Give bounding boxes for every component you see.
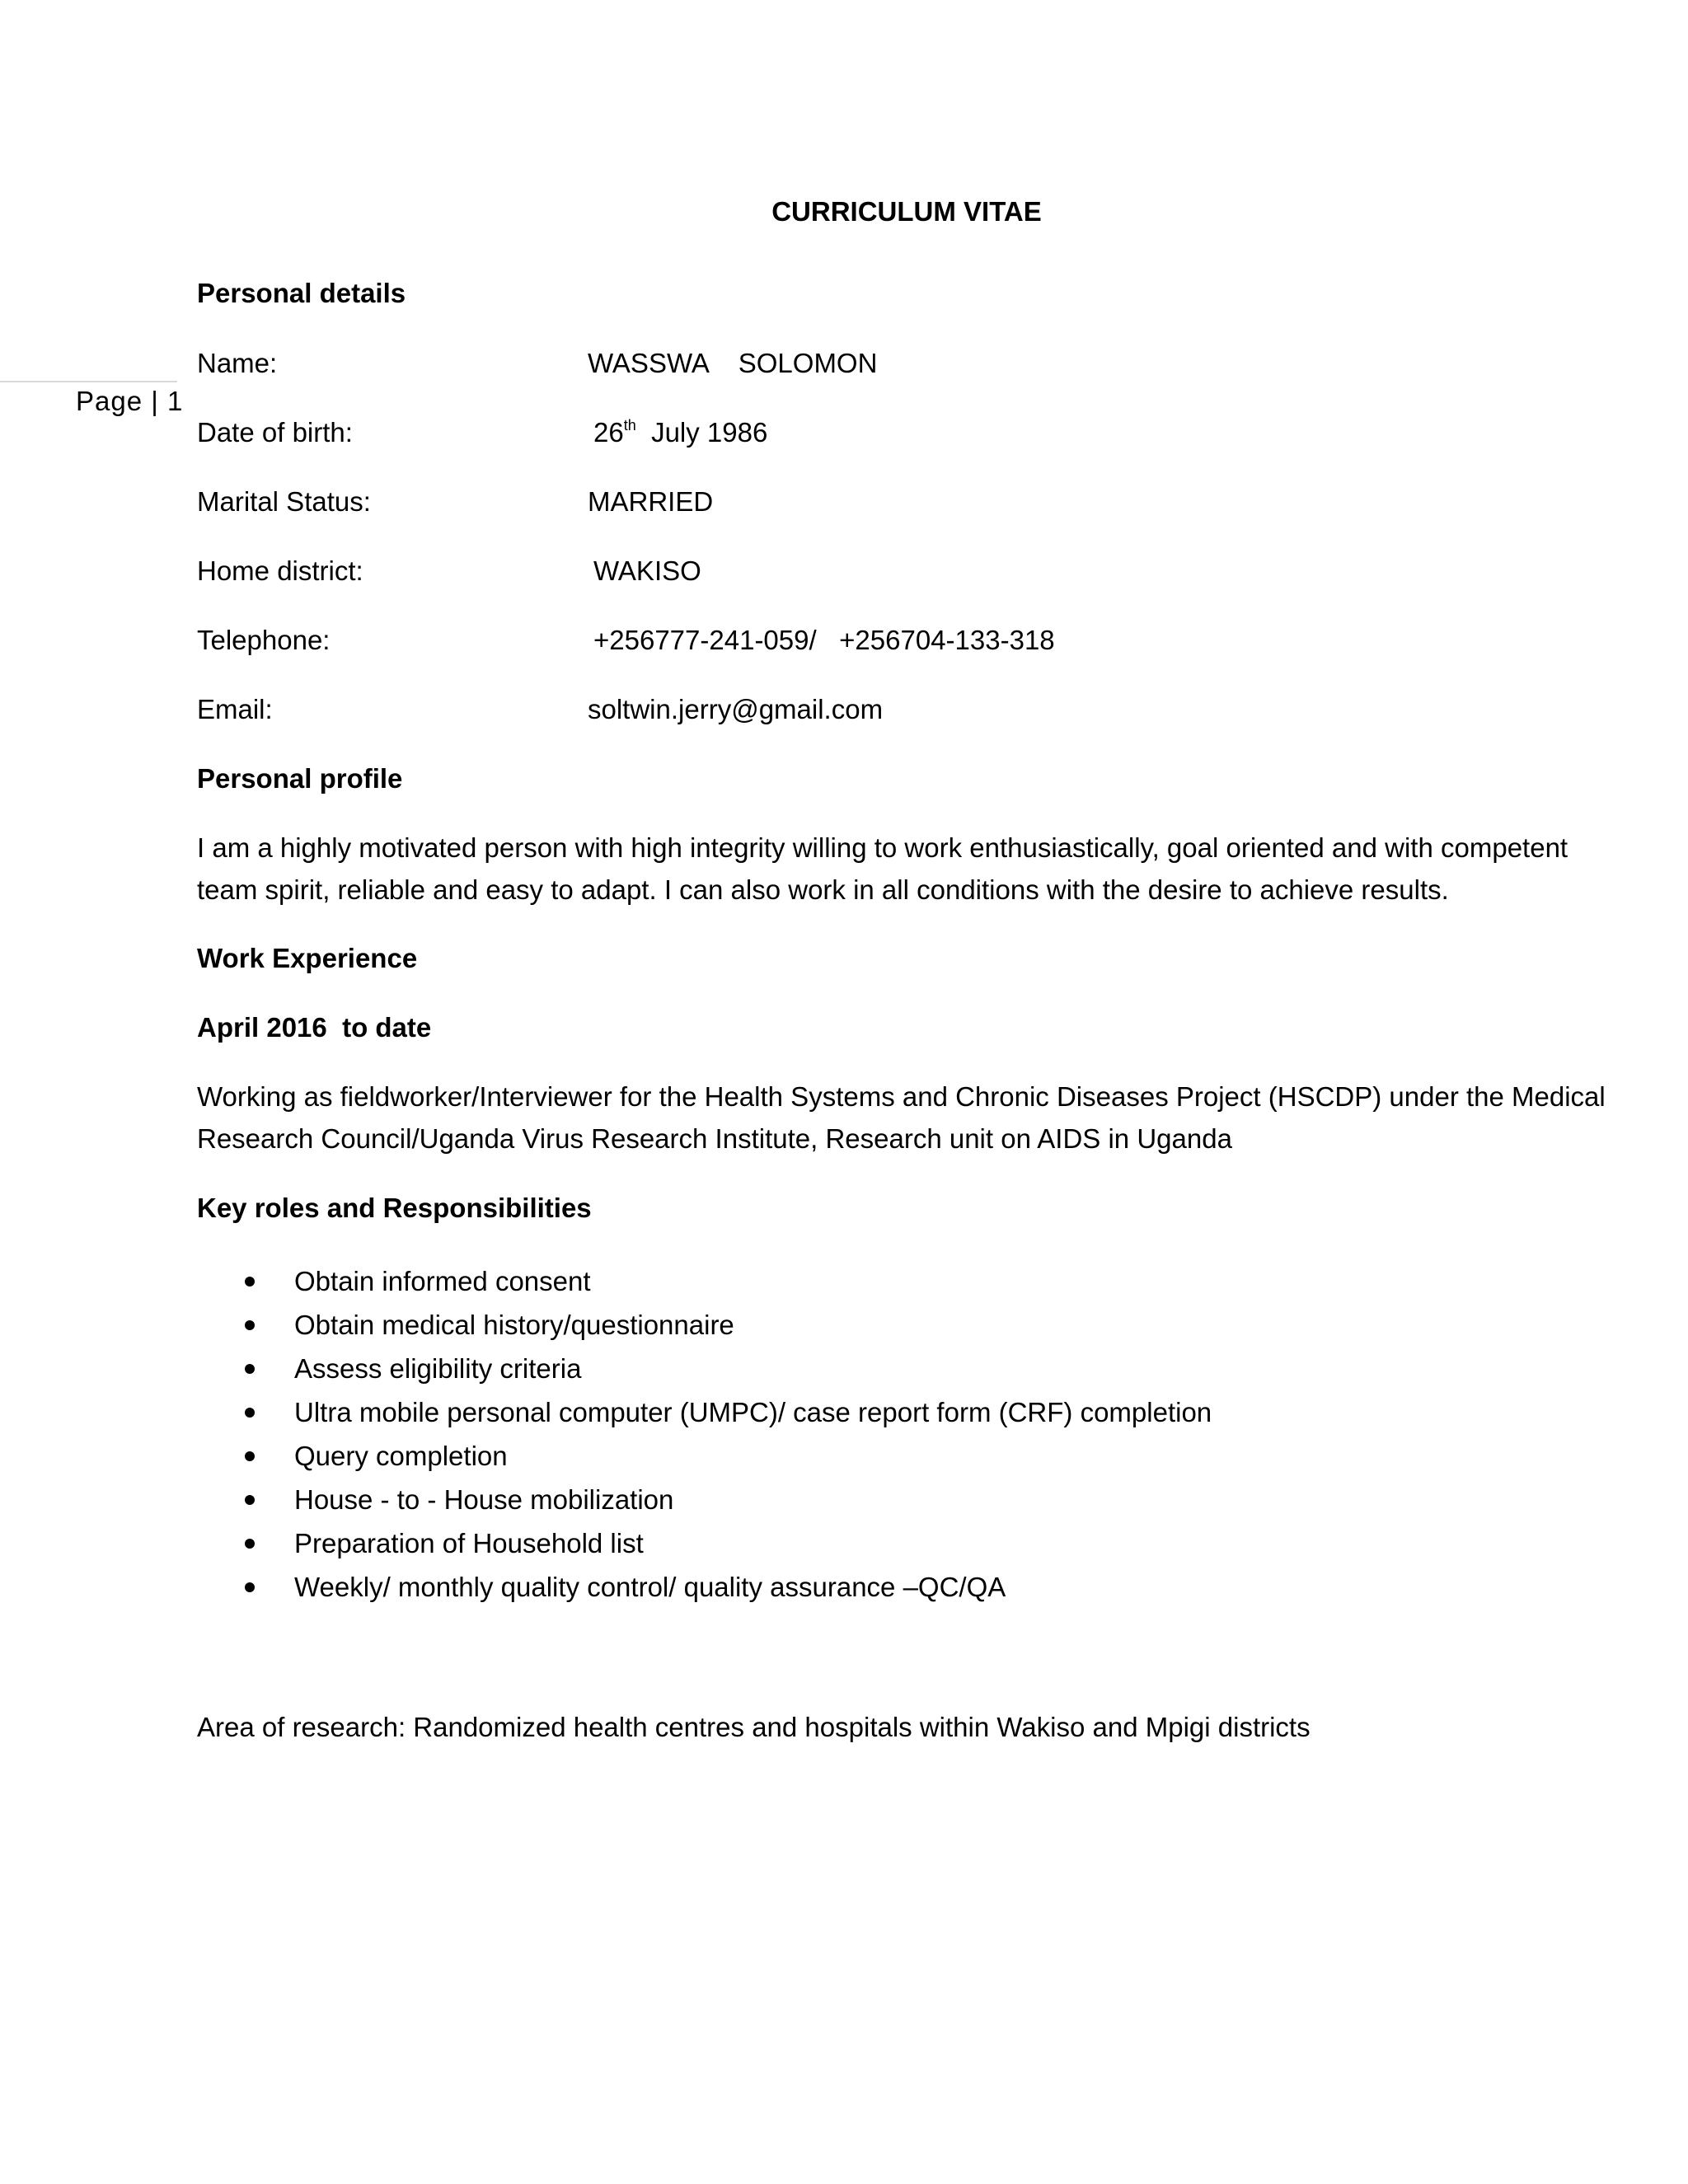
- list-item: [197, 1303, 1212, 1347]
- email-label: Email:: [197, 694, 273, 724]
- role-text: Preparation of Household list: [294, 1528, 644, 1558]
- name-value: WASSWA SOLOMON: [588, 348, 878, 378]
- list-item: [197, 1347, 1212, 1390]
- roles-list: [197, 1259, 1212, 1609]
- dob-day: 26: [593, 417, 624, 448]
- role-text: Weekly/ monthly quality control/ quality assurance –QC/QA: [294, 1572, 1006, 1602]
- telephone-value: +256777-241-059/ +256704-133-318: [593, 625, 1055, 655]
- work-period: April 2016 to date: [197, 1012, 432, 1043]
- home-district-value: WAKISO: [593, 555, 701, 586]
- page-number: Page | 1: [76, 386, 184, 416]
- document-title: CURRICULUM VITAE: [771, 196, 1042, 227]
- dob-value: [593, 417, 767, 448]
- telephone-label: Telephone:: [197, 625, 331, 655]
- role-text: Query completion: [294, 1441, 508, 1471]
- personal-details-heading: Personal details: [197, 278, 406, 308]
- list-item: [197, 1478, 1212, 1521]
- name-label: Name:: [197, 348, 278, 378]
- bullet-icon: [245, 1364, 255, 1374]
- email-value: soltwin.jerry@gmail.com: [588, 694, 884, 724]
- work-experience-heading: Work Experience: [197, 943, 418, 973]
- bullet-icon: [245, 1539, 255, 1549]
- marital-status-label: Marital Status:: [197, 486, 371, 517]
- list-item: [197, 1565, 1212, 1609]
- home-district-label: Home district:: [197, 555, 363, 586]
- work-description: Working as fieldworker/Interviewer for the Health Systems and Chronic Diseases Project (HSCDP) under the Medical Research Council/Uganda Virus Research Institute, Research unit on AIDS in Uganda: [197, 1081, 1606, 1154]
- role-text: Ultra mobile personal computer (UMPC)/ case report form (CRF) completion: [294, 1397, 1212, 1427]
- list-item: [197, 1434, 1212, 1478]
- list-item: [197, 1390, 1212, 1434]
- roles-heading: Key roles and Responsibilities: [197, 1193, 592, 1223]
- bullet-icon: [245, 1408, 255, 1418]
- list-item: [197, 1259, 1212, 1303]
- bullet-icon: [245, 1582, 255, 1592]
- dob-label: Date of birth:: [197, 417, 353, 448]
- bullet-icon: [245, 1277, 255, 1286]
- role-text: Obtain medical history/questionnaire: [294, 1310, 734, 1340]
- personal-profile-heading: Personal profile: [197, 763, 403, 794]
- marital-status-value: MARRIED: [588, 486, 714, 517]
- role-text: House - to - House mobilization: [294, 1484, 674, 1515]
- list-item: [197, 1521, 1212, 1565]
- dob-ordinal: th: [623, 417, 636, 434]
- role-text: Obtain informed consent: [294, 1266, 591, 1296]
- personal-profile-text: I am a highly motivated person with high integrity willing to work enthusiastically, goal oriented and with competent team spirit, reliable and easy to adapt. I can also work in all conditions with the desire to achieve results.: [197, 832, 1568, 905]
- dob-month-year: July 1986: [635, 417, 768, 448]
- area-of-research: Area of research: Randomized health centres and hospitals within Wakiso and Mpigi districts: [197, 1712, 1311, 1742]
- bullet-icon: [245, 1451, 255, 1461]
- page-margin-line: [0, 381, 177, 382]
- bullet-icon: [245, 1495, 255, 1505]
- role-text: Assess eligibility criteria: [294, 1353, 582, 1384]
- bullet-icon: [245, 1320, 255, 1330]
